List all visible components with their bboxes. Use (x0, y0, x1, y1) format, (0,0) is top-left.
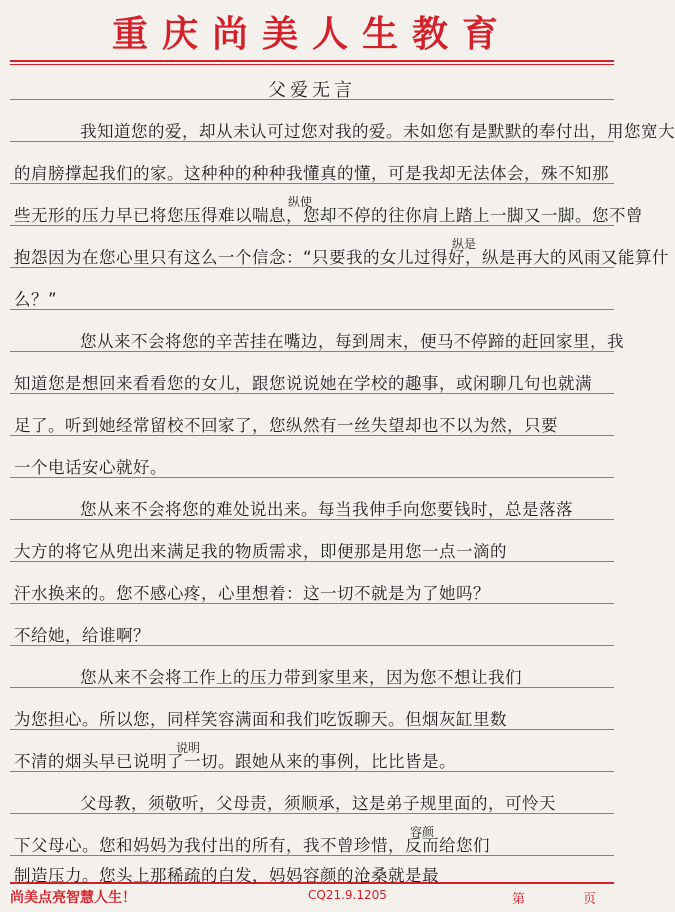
essay-line: 为您担心。所以您，同样笑容满面和我们吃饭聊天。但烟灰缸里数 (14, 710, 507, 729)
essay-line: 您从来不会将您的辛苦挂在嘴边，每到周末，便马不停蹄的赶回家里，我 (80, 332, 624, 351)
essay-line: 不清的烟头早已说明了一切。跟她从来的事例，比比皆是。 (14, 752, 456, 771)
header-rule-thin (10, 64, 614, 65)
correction-annotation: 说明 (176, 741, 201, 755)
header-rule (10, 60, 614, 62)
footer-code: CQ21.9.1205 (308, 888, 387, 902)
correction-annotation: 容颜 (410, 825, 435, 839)
ruled-line (10, 99, 614, 100)
footer-slogan: 尚美点亮智慧人生！ (10, 890, 136, 906)
essay-line: 您从来不会将您的难处说出来。每当我伸手向您要钱时，总是落落 (80, 500, 573, 519)
page-number-suffix: 页 (583, 892, 597, 907)
essay-line: 知道您是想回来看看您的女儿，跟您说说她在学校的趣事，或闲聊几句也就满 (14, 374, 592, 393)
essay-line: 些无形的压力早已将您压得难以喘息，您却不停的往你肩上踏上一脚又一脚。您不曾 (14, 206, 643, 225)
essay-line: 汗水换来的。您不感心疼，心里想着：这一切不就是为了她吗？ (14, 584, 490, 603)
essay-title: 父爱无言 (268, 80, 356, 101)
essay-line: 制造压力。您头上那稀疏的白发，妈妈容颜的沧桑就是最 (14, 866, 439, 885)
page-number-prefix: 第 (512, 892, 526, 907)
essay-line: 您从来不会将工作上的压力带到家里来，因为您不想让我们 (80, 668, 522, 687)
essay-line: 足了。听到她经常留校不回家了，您纵然有一丝失望却也不以为然，只要 (14, 416, 558, 435)
essay-line: 抱怨因为在您心里只有这么一个信念：“只要我的女儿过得好，纵是再大的风雨又能算什 (14, 248, 670, 267)
essay-line: 父母教，须敬听，父母责，须顺承，这是弟子规里面的，可怜天 (80, 794, 556, 813)
essay-line: 么？” (14, 290, 58, 309)
correction-annotation: 纵使 (288, 195, 313, 209)
essay-line: 一个电话安心就好。 (14, 458, 167, 477)
essay-line: 我知道您的爱，却从未认可过您对我的爱。未如您有是默默的奉付出，用您宽大 (80, 122, 675, 141)
page-header-title: 重庆尚美人生教育 (111, 13, 512, 55)
essay-line: 的肩膀撑起我们的家。这种种的种种我懂真的懂，可是我却无法体会，殊不知那 (14, 164, 609, 183)
essay-line: 大方的将它从兜出来满足我的物质需求，即便那是用您一点一滴的 (14, 542, 507, 561)
correction-annotation: 纵是 (452, 237, 477, 251)
essay-line: 下父母心。您和妈妈为我付出的所有，我不曾珍惜，反而给您们 (14, 836, 490, 855)
essay-line: 不给她，给谁啊？ (14, 626, 150, 645)
